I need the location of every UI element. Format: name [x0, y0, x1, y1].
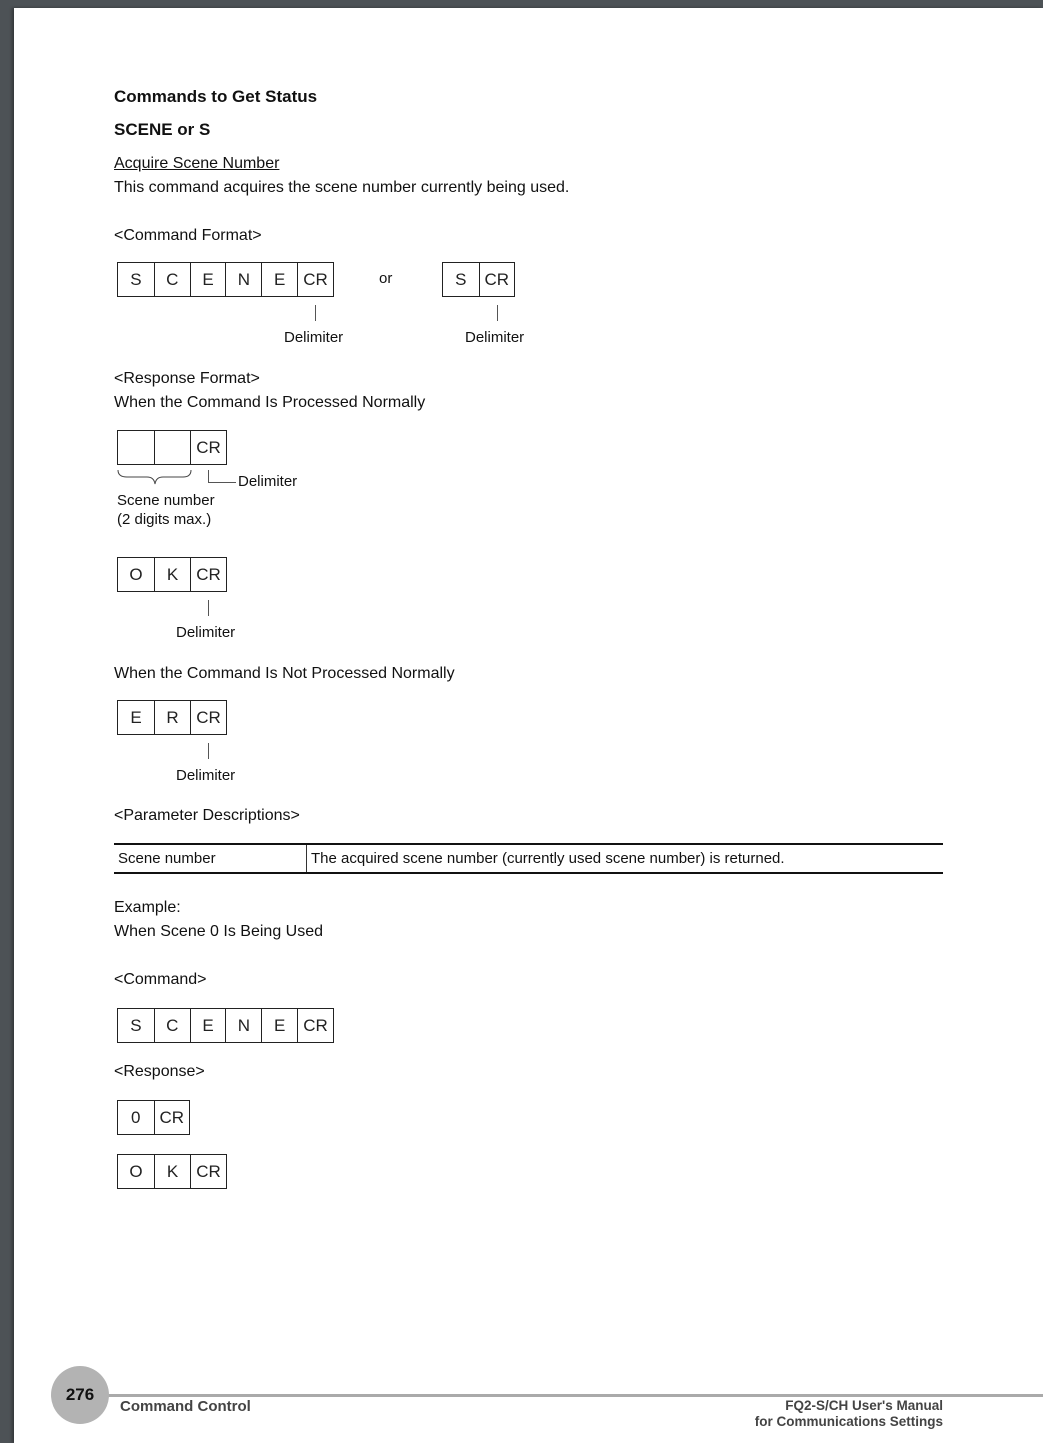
scene-number-note: (2 digits max.)	[117, 511, 212, 528]
delimiter-pointer	[497, 305, 498, 321]
delimiter-pointer	[208, 470, 209, 482]
char-cell: 0	[131, 1107, 141, 1127]
char-cell: E	[190, 1009, 226, 1042]
char-cell: R	[154, 701, 190, 734]
brace-icon	[117, 468, 193, 488]
char-cell: C	[154, 1009, 190, 1042]
delimiter-pointer	[208, 482, 236, 483]
page-number: 276	[51, 1366, 109, 1424]
description: This command acquires the scene number currently being used.	[114, 179, 570, 196]
char-cell: CR	[479, 263, 515, 296]
response-format-heading: <Response Format>	[114, 370, 260, 387]
example-command-heading: <Command>	[114, 971, 207, 988]
command-long-form	[117, 262, 334, 297]
delimiter-pointer	[208, 743, 209, 759]
command-title: SCENE or S	[114, 120, 211, 139]
char-cell: O	[129, 1161, 143, 1181]
char-cell: N	[225, 263, 261, 296]
char-cell: K	[154, 558, 190, 591]
section-title: Commands to Get Status	[114, 87, 318, 106]
footer-rule	[74, 1394, 1043, 1397]
delimiter-pointer	[208, 600, 209, 616]
parameter-table	[114, 843, 943, 874]
char-cell: S	[455, 269, 467, 289]
char-cell	[118, 431, 154, 464]
document-page	[14, 8, 1043, 1443]
subtitle: Acquire Scene Number	[114, 155, 280, 172]
char-cell: O	[129, 564, 143, 584]
char-cell: E	[130, 707, 142, 727]
command-short-form	[442, 262, 515, 297]
manual-title-line2: for Communications Settings	[754, 1414, 943, 1429]
char-cell: CR	[190, 1155, 226, 1188]
char-cell: CR	[190, 558, 226, 591]
char-cell: CR	[297, 1009, 333, 1042]
manual-title	[755, 1398, 943, 1430]
manual-title-line1: FQ2-S/CH User's Manual	[785, 1398, 943, 1413]
char-cell: CR	[190, 431, 226, 464]
char-cell: N	[225, 1009, 261, 1042]
error-heading: When the Command Is Not Processed Normally	[114, 665, 455, 682]
char-cell: S	[130, 269, 142, 289]
example-response-scene	[117, 1100, 190, 1135]
parameter-name: Scene number	[114, 845, 307, 872]
char-cell: E	[190, 263, 226, 296]
char-cell: K	[154, 1155, 190, 1188]
char-cell	[154, 431, 190, 464]
char-cell: S	[130, 1015, 142, 1035]
error-response-format	[117, 700, 227, 735]
delimiter-label: Delimiter	[465, 329, 525, 346]
scene-response-format	[117, 430, 227, 465]
delimiter-label: Delimiter	[238, 473, 298, 490]
char-cell: E	[261, 263, 297, 296]
chapter-title: Command Control	[120, 1398, 251, 1415]
delimiter-pointer	[315, 305, 316, 321]
example-case: When Scene 0 Is Being Used	[114, 923, 324, 940]
scene-number-label: Scene number	[117, 492, 215, 509]
char-cell: C	[154, 263, 190, 296]
ok-response-format	[117, 557, 227, 592]
example-response-ok	[117, 1154, 227, 1189]
parameter-description: The acquired scene number (currently used scene number) is returned.	[311, 850, 785, 867]
parameters-heading: <Parameter Descriptions>	[114, 807, 300, 824]
char-cell: CR	[297, 263, 333, 296]
example-command	[117, 1008, 334, 1043]
char-cell: CR	[154, 1101, 190, 1134]
or-label: or	[379, 270, 393, 287]
delimiter-label: Delimiter	[176, 624, 236, 641]
command-format-heading: <Command Format>	[114, 227, 262, 244]
delimiter-label: Delimiter	[176, 767, 236, 784]
delimiter-label: Delimiter	[284, 329, 344, 346]
char-cell: E	[261, 1009, 297, 1042]
normal-heading: When the Command Is Processed Normally	[114, 394, 426, 411]
example-response-heading: <Response>	[114, 1063, 205, 1080]
example-label: Example:	[114, 899, 181, 916]
char-cell: CR	[190, 701, 226, 734]
